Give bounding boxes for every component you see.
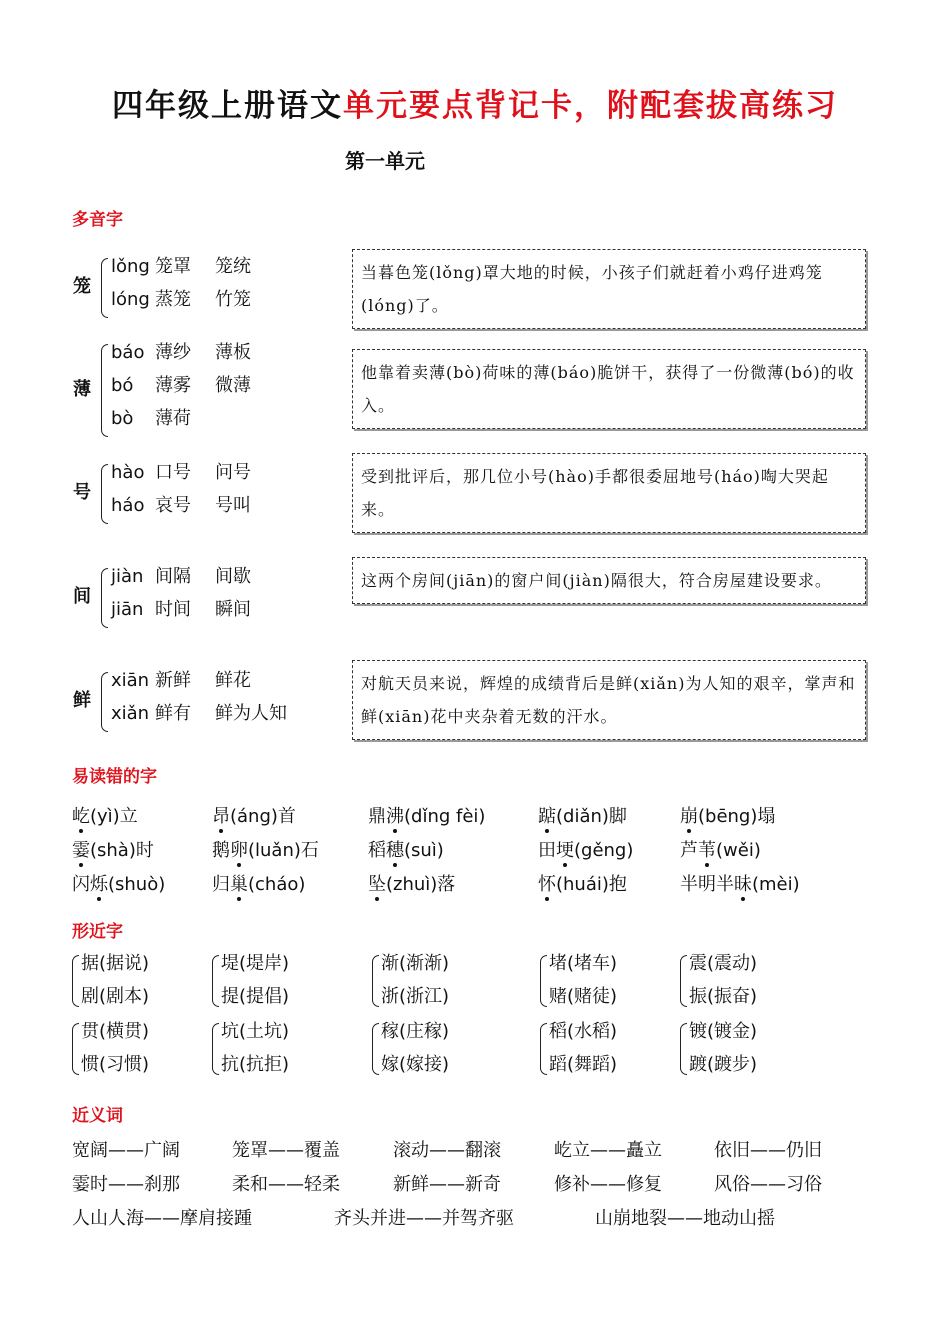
brace xyxy=(101,258,108,318)
pinyin-line xyxy=(111,562,251,588)
word-prefix: 稻 xyxy=(368,840,386,861)
synonym-pair: 新鲜——新奇 xyxy=(393,1174,501,1195)
brace xyxy=(101,672,108,732)
pinyin: hào xyxy=(111,462,145,483)
brace xyxy=(212,955,219,1007)
dotted-char: 怀 xyxy=(538,874,556,895)
brace xyxy=(680,1023,687,1075)
pinyin: jiàn xyxy=(111,566,144,587)
word-prefix: 鼎 xyxy=(368,806,386,827)
pair-rows xyxy=(689,947,757,1013)
similar-pair xyxy=(540,947,617,1013)
word: 鲜花 xyxy=(215,670,251,691)
brace xyxy=(372,1023,379,1075)
misread-word xyxy=(368,870,455,896)
pinyin-note: (wěi) xyxy=(716,840,761,861)
pinyin-line xyxy=(111,338,251,364)
misread-word xyxy=(680,836,761,862)
similar-word: 据(据说) xyxy=(81,953,150,974)
pair-rows xyxy=(81,947,149,1013)
similar-word: 贯(横贯) xyxy=(81,1021,150,1042)
pinyin-note: (áng)首 xyxy=(230,806,296,827)
dotted-char: 苇 xyxy=(698,840,716,861)
example-sentence-box: 当暮色笼(lǒng)罩大地的时候，小孩子们就赶着小鸡仔进鸡笼(lóng)了。 xyxy=(352,249,866,329)
similar-word: 镀(镀金) xyxy=(689,1021,758,1042)
dotted-char: 昂 xyxy=(212,806,230,827)
word-prefix: 芦 xyxy=(680,840,698,861)
synonym-pair: 人山人海——摩肩接踵 xyxy=(72,1208,252,1229)
pinyin: bò xyxy=(111,408,134,429)
dotted-char: 卵 xyxy=(230,840,248,861)
dotted-char: 埂 xyxy=(556,840,574,861)
polyphonic-char: 薄 xyxy=(73,378,91,400)
synonym-pair: 风俗——习俗 xyxy=(714,1174,822,1195)
dotted-char: 沸 xyxy=(386,806,404,827)
similar-word: 渐(渐渐) xyxy=(381,953,450,974)
pinyin-line xyxy=(111,666,251,692)
dotted-char: 穗 xyxy=(386,840,404,861)
dotted-char: 坠 xyxy=(368,874,386,895)
similar-word: 浙(浙江) xyxy=(381,986,450,1007)
pinyin-note: (cháo) xyxy=(248,874,306,895)
title-black: 四年级上册语文 xyxy=(112,88,343,124)
synonym-pair: 柔和——轻柔 xyxy=(232,1174,340,1195)
misread-word xyxy=(368,802,485,828)
synonym-pair: 依旧——仍旧 xyxy=(714,1140,822,1161)
pinyin-line xyxy=(111,595,251,621)
word: 鲜为人知 xyxy=(215,703,287,724)
word-prefix: 归 xyxy=(212,874,230,895)
similar-pair xyxy=(372,1015,449,1081)
misread-word xyxy=(212,870,305,896)
brace xyxy=(101,344,108,437)
section-misread: 易读错的字 xyxy=(72,767,157,787)
pinyin-note: (yì)立 xyxy=(90,806,138,827)
brace xyxy=(372,955,379,1007)
word: 薄纱 xyxy=(155,342,191,363)
word: 薄雾 xyxy=(155,375,191,396)
similar-pair xyxy=(212,1015,289,1081)
pinyin-note: (suì) xyxy=(404,840,444,861)
word: 间隔 xyxy=(155,566,191,587)
similar-pair xyxy=(372,947,449,1013)
synonym-pair: 修补——修复 xyxy=(554,1174,662,1195)
pinyin-line xyxy=(111,252,251,278)
pinyin: bó xyxy=(111,375,134,396)
similar-pair xyxy=(540,1015,617,1081)
similar-word: 蹈(舞蹈) xyxy=(549,1054,618,1075)
pinyin-line xyxy=(111,285,251,311)
misread-word xyxy=(680,802,775,828)
similar-word: 嫁(嫁接) xyxy=(381,1054,450,1075)
word-prefix: 鹅 xyxy=(212,840,230,861)
similar-pair xyxy=(72,1015,149,1081)
similar-word: 惯(习惯) xyxy=(81,1054,150,1075)
pinyin-note: (shuò) xyxy=(108,874,166,895)
misread-word xyxy=(368,836,444,862)
word: 薄荷 xyxy=(155,408,191,429)
section-synonyms: 近义词 xyxy=(72,1106,123,1126)
pinyin-line xyxy=(111,491,251,517)
pair-rows xyxy=(549,1015,617,1081)
word: 薄板 xyxy=(215,342,251,363)
brace xyxy=(72,1023,79,1075)
misread-word xyxy=(72,802,138,828)
pinyin-line xyxy=(111,371,251,397)
word: 微薄 xyxy=(215,375,251,396)
similar-word: 稼(庄稼) xyxy=(381,1021,450,1042)
similar-pair xyxy=(680,1015,757,1081)
pinyin: jiān xyxy=(111,599,144,620)
similar-pair xyxy=(72,947,149,1013)
misread-word xyxy=(538,802,627,828)
pair-rows xyxy=(689,1015,757,1081)
misread-word xyxy=(680,870,800,896)
dotted-char: 霎 xyxy=(72,840,90,861)
misread-word xyxy=(72,870,165,896)
synonym-pair: 山崩地裂——地动山摇 xyxy=(595,1208,775,1229)
pinyin-note: (mèi) xyxy=(752,874,800,895)
similar-word: 稻(水稻) xyxy=(549,1021,618,1042)
pinyin-note: (luǎn)石 xyxy=(248,840,319,861)
word: 号叫 xyxy=(215,495,251,516)
dotted-char: 踮 xyxy=(538,806,556,827)
pinyin: xiǎn xyxy=(111,703,150,724)
brace xyxy=(101,568,108,628)
pinyin-note: (diǎn)脚 xyxy=(556,806,627,827)
similar-word: 踱(踱步) xyxy=(689,1054,758,1075)
pair-rows xyxy=(381,1015,449,1081)
word: 笼统 xyxy=(215,256,251,277)
dotted-char: 巢 xyxy=(230,874,248,895)
polyphonic-char: 鲜 xyxy=(73,690,91,711)
word-prefix: 半明半 xyxy=(680,874,734,895)
misread-word xyxy=(72,836,154,862)
pinyin: xiān xyxy=(111,670,150,691)
word: 间歇 xyxy=(215,566,251,587)
brace xyxy=(72,955,79,1007)
pair-rows xyxy=(221,1015,289,1081)
similar-word: 堵(堵车) xyxy=(549,953,618,974)
similar-pair xyxy=(212,947,289,1013)
word: 新鲜 xyxy=(155,670,191,691)
pinyin-note: (huái)抱 xyxy=(556,874,627,895)
brace xyxy=(680,955,687,1007)
word-prefix: 闪 xyxy=(72,874,90,895)
dotted-char: 崩 xyxy=(680,806,698,827)
section-polyphonic: 多音字 xyxy=(72,210,123,230)
misread-word xyxy=(212,836,319,862)
word: 问号 xyxy=(215,462,251,483)
pinyin: háo xyxy=(111,495,145,516)
page-title xyxy=(0,80,950,125)
example-sentence-box: 受到批评后，那几位小号(hào)手都很委屈地号(háo)啕大哭起来。 xyxy=(352,453,866,533)
polyphonic-char: 号 xyxy=(73,482,91,503)
section-similar: 形近字 xyxy=(72,922,123,942)
synonym-pair: 齐头并进——并驾齐驱 xyxy=(334,1208,514,1229)
example-sentence-box: 他靠着卖薄(bò)荷味的薄(báo)脆饼干，获得了一份微薄(bó)的收入。 xyxy=(352,349,866,429)
pinyin-note: (dǐng fèi) xyxy=(404,806,486,827)
brace xyxy=(540,955,547,1007)
pinyin-note: (gěng) xyxy=(574,840,634,861)
pinyin-note: (zhuì)落 xyxy=(386,874,456,895)
pinyin-note: (shà)时 xyxy=(90,840,154,861)
similar-word: 振(振奋) xyxy=(689,986,758,1007)
pair-rows xyxy=(81,1015,149,1081)
polyphonic-char: 间 xyxy=(73,586,91,607)
pinyin: báo xyxy=(111,342,145,363)
pinyin: lǒng xyxy=(111,256,150,277)
pinyin-note: (bēng)塌 xyxy=(698,806,776,827)
brace xyxy=(212,1023,219,1075)
similar-word: 抗(抗拒) xyxy=(221,1054,290,1075)
synonym-pair: 宽阔——广阔 xyxy=(72,1140,180,1161)
pair-rows xyxy=(381,947,449,1013)
synonym-pair: 笼罩——覆盖 xyxy=(232,1140,340,1161)
similar-pair xyxy=(680,947,757,1013)
word: 笼罩 xyxy=(155,256,191,277)
pinyin: lóng xyxy=(111,289,150,310)
similar-word: 坑(土坑) xyxy=(221,1021,290,1042)
brace xyxy=(540,1023,547,1075)
word: 蒸笼 xyxy=(155,289,191,310)
synonym-pair: 霎时——刹那 xyxy=(72,1174,180,1195)
example-sentence-box: 这两个房间(jiān)的窗户间(jiàn)隔很大，符合房屋建设要求。 xyxy=(352,557,866,604)
pair-rows xyxy=(221,947,289,1013)
word: 时间 xyxy=(155,599,191,620)
pinyin-line xyxy=(111,404,215,430)
similar-word: 提(提倡) xyxy=(221,986,290,1007)
title-red: 单元要点背记卡，附配套拔高练习 xyxy=(343,88,838,124)
word-prefix: 田 xyxy=(538,840,556,861)
pinyin-line xyxy=(111,699,287,725)
pair-rows xyxy=(549,947,617,1013)
dotted-char: 屹 xyxy=(72,806,90,827)
synonym-pair: 滚动——翻滚 xyxy=(393,1140,501,1161)
similar-word: 剧(剧本) xyxy=(81,986,150,1007)
word: 瞬间 xyxy=(215,599,251,620)
example-sentence-box: 对航天员来说，辉煌的成绩背后是鲜(xiǎn)为人知的艰辛，掌声和鲜(xiān)花中夹杂着无数的汗水。 xyxy=(352,660,866,740)
word: 鲜有 xyxy=(155,703,191,724)
word: 竹笼 xyxy=(215,289,251,310)
misread-word xyxy=(538,870,627,896)
misread-word xyxy=(212,802,296,828)
misread-word xyxy=(538,836,633,862)
pinyin-line xyxy=(111,458,251,484)
unit-heading: 第一单元 xyxy=(345,149,425,173)
dotted-char: 烁 xyxy=(90,874,108,895)
brace xyxy=(101,464,108,524)
similar-word: 堤(堤岸) xyxy=(221,953,290,974)
polyphonic-char: 笼 xyxy=(73,276,91,297)
similar-word: 赌(赌徒) xyxy=(549,986,618,1007)
word: 口号 xyxy=(155,462,191,483)
synonym-pair: 屹立——矗立 xyxy=(554,1140,662,1161)
dotted-char: 昧 xyxy=(734,874,752,895)
similar-word: 震(震动) xyxy=(689,953,758,974)
word: 哀号 xyxy=(155,495,191,516)
